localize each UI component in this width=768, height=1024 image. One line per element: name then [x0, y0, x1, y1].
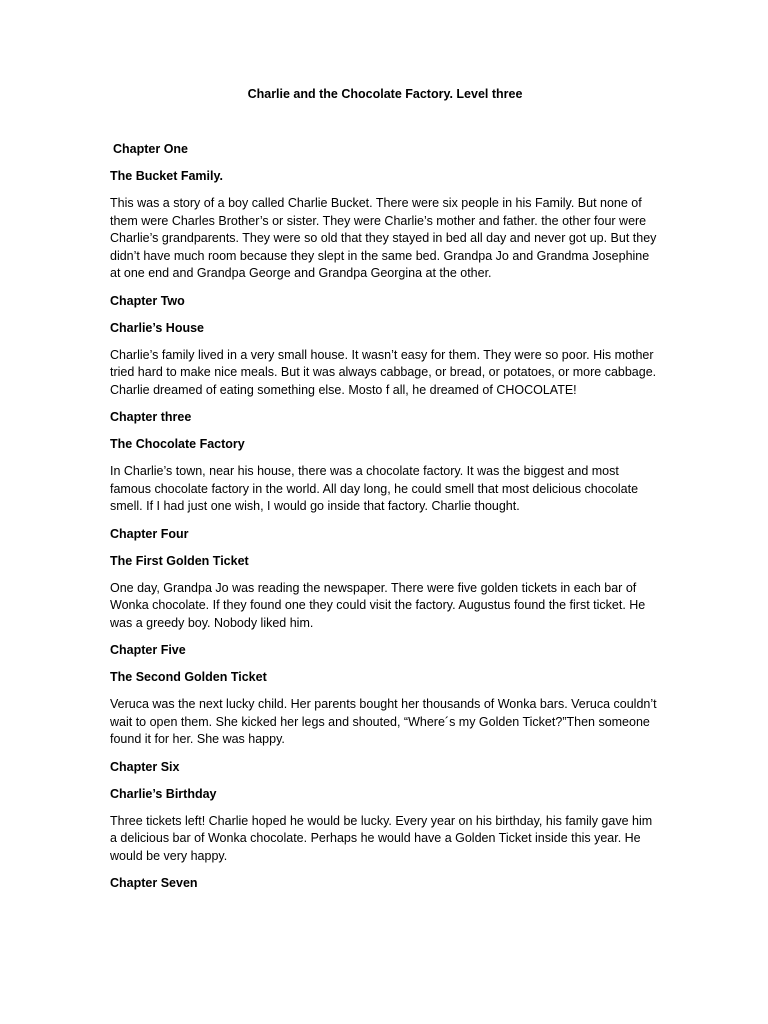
- chapter-body: Veruca was the next lucky child. Her parents bought her thousands of Wonka bars. Veruca couldn’t wait to open them. She kicked her legs and shouted, “Where´s my Golden Ticket?”Then someone found it for her. She was happy.: [110, 697, 657, 746]
- chapter-heading: Chapter Two: [110, 293, 185, 308]
- chapter-body: This was a story of a boy called Charlie Bucket. There were six people in his Family. But none of them were Charles Brother’s or sister. They were Charlie’s mother and father. the other four were Charlie’s grandparents. They were so old that they stayed in bed all day and never got up. But they didn’t have much room because they slept in the same bed. Grandpa Jo and Grandma Josephine at one end and Grandpa George and Grandpa Georgina at the other.: [110, 196, 657, 280]
- chapter-one: [110, 141, 660, 283]
- chapter-heading: Chapter three: [110, 410, 192, 424]
- chapter-body: In Charlie’s town, near his house, there was a chocolate factory. It was the biggest and most famous chocolate factory in the world. All day long, he could smell that most delicious chocolate smell. If I had just one wish, I would go inside that factory. Charlie thought.: [110, 464, 639, 513]
- chapter-four: [110, 526, 660, 633]
- chapter-three: [110, 409, 660, 516]
- chapter-heading: Chapter Six: [110, 759, 180, 774]
- chapter-subtitle: The First Golden Ticket: [110, 553, 249, 568]
- chapter-body: Charlie’s family lived in a very small house. It wasn’t easy for them. They were so poor. His mother tried hard to make nice meals. But it was always cabbage, or bread, or potatoes, or more cabbage. Charlie dreamed of eating something else. Mosto f all, he dreamed of CHOCOLATE!: [110, 347, 657, 397]
- chapter-body: One day, Grandpa Jo was reading the newspaper. There were five golden tickets in each bar of Wonka chocolate. If they found one they could visit the factory. Augustus found the first ticket. He was a greedy boy. Nobody liked him.: [110, 580, 646, 630]
- chapter-six: [110, 759, 660, 866]
- chapter-heading: Chapter Five: [110, 643, 186, 657]
- chapter-subtitle: The Second Golden Ticket: [110, 670, 267, 684]
- chapter-subtitle: The Chocolate Factory: [110, 437, 245, 451]
- chapter-subtitle: Charlie’s Birthday: [110, 786, 217, 801]
- chapter-two: [110, 293, 660, 400]
- chapter-subtitle: The Bucket Family.: [110, 169, 223, 183]
- chapter-five: [110, 642, 660, 749]
- chapter-body: Three tickets left! Charlie hoped he would be lucky. Every year on his birthday, his family gave him a delicious bar of Wonka chocolate. Perhaps he would have a Golden Ticket inside this year. He would be very happy.: [110, 813, 653, 863]
- chapter-seven: [110, 875, 660, 892]
- chapter-subtitle: Charlie’s House: [110, 320, 205, 335]
- chapter-heading: Chapter Seven: [110, 876, 198, 890]
- chapter-heading: Chapter Four: [110, 526, 189, 541]
- chapter-heading: Chapter One: [113, 142, 189, 156]
- document-title: Charlie and the Chocolate Factory. Level three: [247, 87, 523, 101]
